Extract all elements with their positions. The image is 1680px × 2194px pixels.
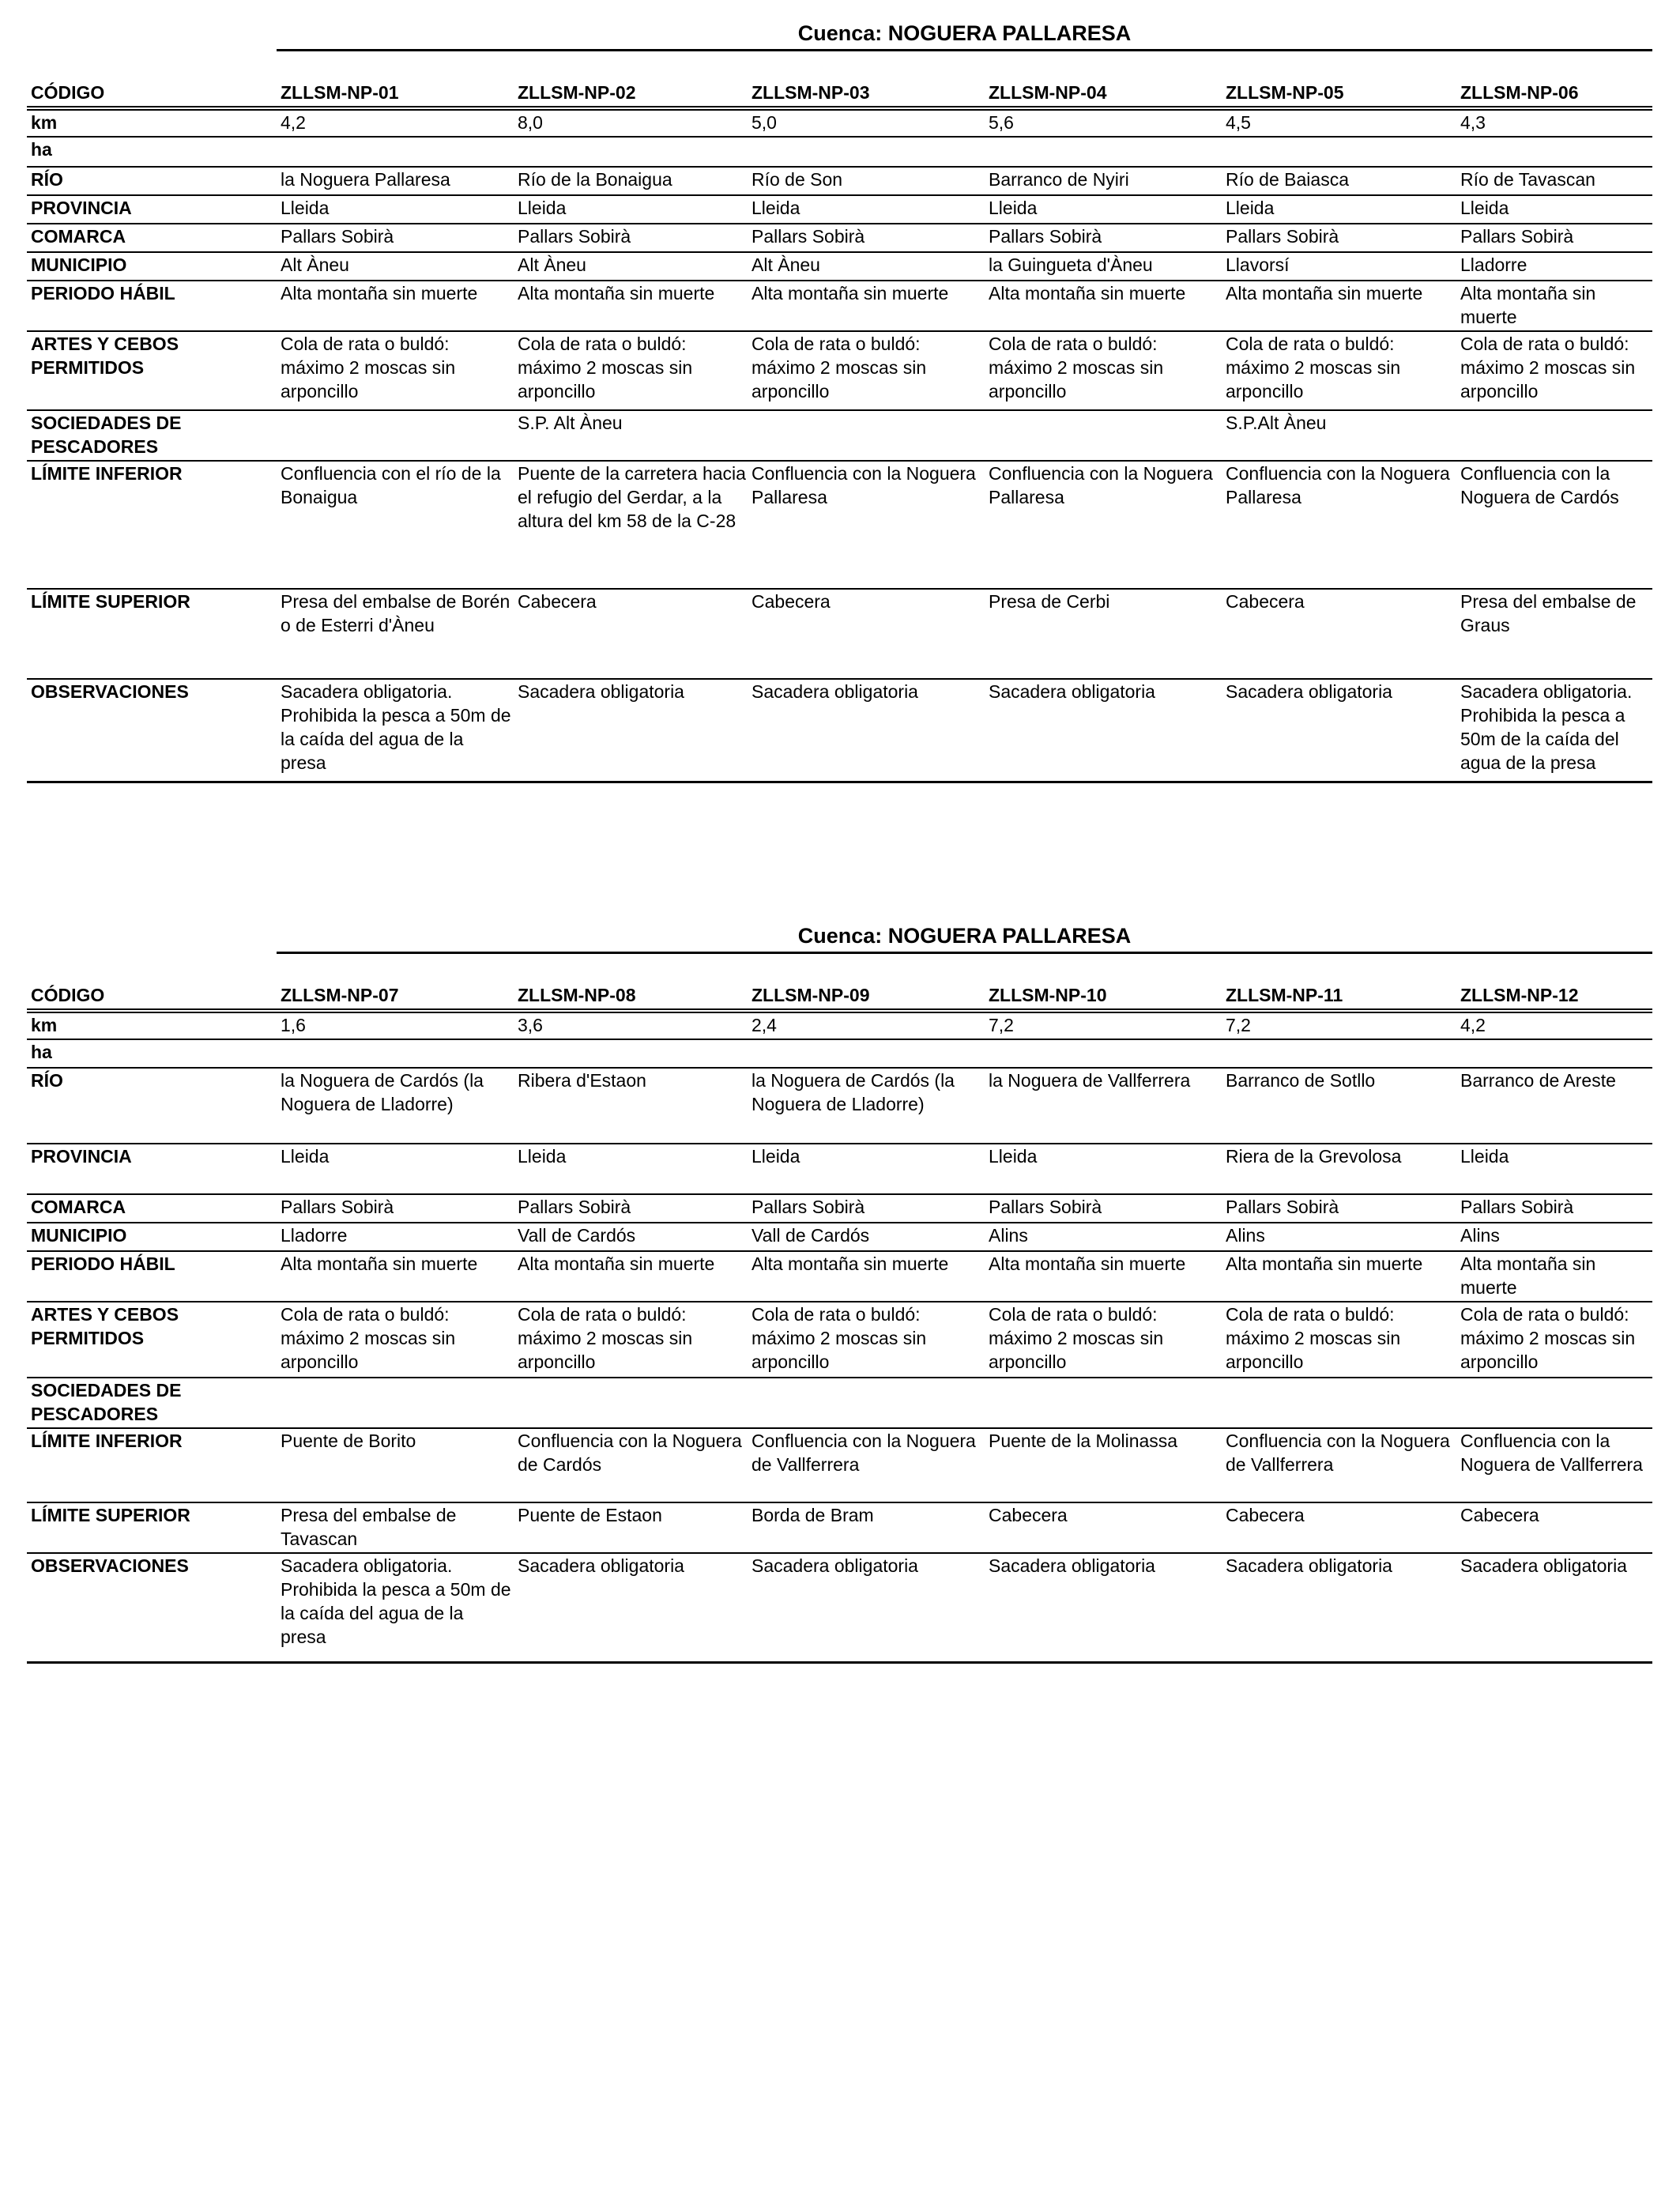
table-cell: Cola de rata o buldó: máximo 2 moscas sin arponcillo [281,1304,456,1372]
table-row-comarca [27,224,1652,252]
table-cell: Cola de rata o buldó: máximo 2 moscas sin arponcillo [518,1304,693,1372]
table-cell: Cabecera [1226,591,1305,612]
table-cell: Sacadera obligatoria [751,681,918,702]
table-cell: Lleida [281,198,330,218]
table-cell: Sacadera obligatoria. Prohibida la pesca a 50m de la caída del agua de la presa [281,681,511,773]
table-cell: Alt Àneu [751,254,820,275]
table-cell: Puente de Borito [281,1431,416,1451]
table-cell: Cola de rata o buldó: máximo 2 moscas sin arponcillo [1226,1304,1401,1372]
table-row-periodo [27,281,1652,331]
table-cell: Barranco de Sotllo [1226,1070,1376,1091]
row-label: CÓDIGO [31,985,105,1005]
table-cell: Confluencia con la Noguera Pallaresa [751,463,976,507]
table-cell [985,1378,1222,1428]
column-header-code: ZLLSM-NP-09 [751,985,870,1005]
table-cell: Alta montaña sin muerte [751,283,949,303]
table-cell: Pallars Sobirà [751,226,865,247]
table-cell: Alt Àneu [281,254,349,275]
table-cell: Río de Son [751,169,843,190]
table-row-comarca [27,1194,1652,1223]
table-cell: Lleida [751,1146,800,1167]
section-title: Cuenca: NOGUERA PALLARESA [277,17,1652,51]
table-cell: Alins [1226,1225,1265,1246]
table-cell: Alta montaña sin muerte [518,283,715,303]
table-cell: Cabecera [1460,1505,1539,1525]
table-cell: Lleida [518,198,567,218]
row-label: PERIODO HÁBIL [31,1253,175,1274]
table-row-municipio [27,1223,1652,1251]
table-cell [1222,1378,1456,1428]
table-cell: 4,2 [281,112,306,133]
table-cell: Sacadera obligatoria [1226,681,1392,702]
table-cell: la Noguera Pallaresa [281,169,450,190]
table-cell: Cabecera [989,1505,1068,1525]
table-cell: Puente de la Molinassa [989,1431,1178,1451]
table-cell: Pallars Sobirà [989,226,1102,247]
table-cell: 7,2 [1226,1015,1251,1035]
table-row-km [27,108,1652,137]
table-cell: Pallars Sobirà [1226,1197,1339,1217]
table-cell: Confluencia con la Noguera de Vallferrera [751,1431,976,1475]
table-cell: Confluencia con la Noguera de Cardós [518,1431,742,1475]
column-header-code: ZLLSM-NP-05 [1226,82,1344,103]
table-cell: Cola de rata o buldó: máximo 2 moscas sin arponcillo [281,334,456,401]
row-label: LÍMITE INFERIOR [31,463,183,484]
table-cell: Pallars Sobirà [518,226,631,247]
table-cell [1456,137,1652,167]
row-label: PROVINCIA [31,198,132,218]
table-cell: Alta montaña sin muerte [989,283,1186,303]
column-header-code: ZLLSM-NP-06 [1460,82,1579,103]
table-row-lim-sup [27,1502,1652,1553]
table-cell: Cabecera [518,591,597,612]
table-cell [1222,137,1456,167]
row-label: RÍO [31,1070,63,1091]
row-label: OBSERVACIONES [31,1555,189,1576]
row-label: ha [31,139,52,160]
table-cell: Lleida [989,198,1038,218]
table-cell: Alta montaña sin muerte [281,283,478,303]
table-row-observaciones [27,1553,1652,1662]
table-cell [985,410,1222,461]
table-cell: Puente de la carretera hacia el refugio del Gerdar, a la altura del km 58 de la C-28 [518,463,746,531]
table-cell: Sacadera obligatoria [751,1555,918,1576]
table-row-lim-inf [27,1428,1652,1502]
table-row-codigo [27,76,1652,108]
table-cell: Lleida [751,198,800,218]
table-cell: Lleida [1226,198,1275,218]
section-title: Cuenca: NOGUERA PALLARESA [277,920,1652,954]
table-cell: Pallars Sobirà [1226,226,1339,247]
table-cell: Vall de Cardós [751,1225,870,1246]
table-cell: Presa del embalse de Graus [1460,591,1637,635]
row-label: km [31,112,58,133]
table-cell: Pallars Sobirà [1460,226,1574,247]
table-cell: Cola de rata o buldó: máximo 2 moscas sin arponcillo [1226,334,1401,401]
table-cell [748,410,985,461]
table-row-rio [27,167,1652,195]
table-cell: Sacadera obligatoria. Prohibida la pesca a 50m de la caída del agua de la presa [281,1555,511,1647]
table-row-sociedades [27,410,1652,461]
table-cell: Pallars Sobirà [281,1197,394,1217]
table-cell: Alta montaña sin muerte [281,1253,478,1274]
table-cell: Pallars Sobirà [281,226,394,247]
table-cell: S.P. Alt Àneu [518,413,623,433]
table-cell: Lleida [518,1146,567,1167]
table-cell: Sacadera obligatoria [1460,1555,1627,1576]
table-cell [1456,410,1652,461]
table-cell: 5,0 [751,112,777,133]
table-cell: la Noguera de Vallferrera [989,1070,1191,1091]
table-cell: Alta montaña sin muerte [518,1253,715,1274]
table-cell: Ribera d'Estaon [518,1070,646,1091]
column-header-code: ZLLSM-NP-10 [989,985,1107,1005]
table-cell [277,1039,514,1068]
column-header-code: ZLLSM-NP-02 [518,82,636,103]
table-cell [748,1378,985,1428]
table-cell: Sacadera obligatoria [518,1555,684,1576]
table-cell: Lleida [989,1146,1038,1167]
table-row-sociedades [27,1378,1652,1428]
table-cell: Presa del embalse de Borén o de Esterri d'Àneu [281,591,510,635]
table-cell [985,1039,1222,1068]
table-cell [277,410,514,461]
table-row-km [27,1011,1652,1039]
column-header-code: ZLLSM-NP-11 [1226,985,1343,1005]
row-label: MUNICIPIO [31,1225,127,1246]
table-row-lim-sup [27,589,1652,679]
table-cell: Vall de Cardós [518,1225,636,1246]
row-label: LÍMITE INFERIOR [31,1431,183,1451]
table-cell: Sacadera obligatoria. Prohibida la pesca a 50m de la caída del agua de la presa [1460,681,1633,773]
table-cell: Río de Baiasca [1226,169,1349,190]
table-cell: 4,5 [1226,112,1251,133]
table-cell: Lleida [281,1146,330,1167]
row-label: PERIODO HÁBIL [31,283,175,303]
table-cell: Confluencia con la Noguera Pallaresa [989,463,1213,507]
table-cell: Presa del embalse de Tavascan [281,1505,457,1549]
row-label: ARTES Y CEBOS PERMITIDOS [31,334,179,378]
table-cell: Confluencia con la Noguera de Vallferrera [1460,1431,1643,1475]
table-cell: Alta montaña sin muerte [989,1253,1186,1274]
table-row-rio [27,1068,1652,1144]
table-cell: Alta montaña sin muerte [1226,1253,1423,1274]
table-cell: Río de la Bonaigua [518,169,672,190]
column-header-code: ZLLSM-NP-04 [989,82,1107,103]
row-label: ARTES Y CEBOS PERMITIDOS [31,1304,179,1348]
row-label: LÍMITE SUPERIOR [31,1505,190,1525]
row-label: OBSERVACIONES [31,681,189,702]
table-cell: Pallars Sobirà [989,1197,1102,1217]
row-label: LÍMITE SUPERIOR [31,591,190,612]
row-label: CÓDIGO [31,82,105,103]
table-cell: Alt Àneu [518,254,586,275]
row-label: PROVINCIA [31,1146,132,1167]
table-cell: Cola de rata o buldó: máximo 2 moscas sin arponcillo [751,1304,927,1372]
table-cell: Cabecera [1226,1505,1305,1525]
table-cell: Alta montaña sin muerte [751,1253,949,1274]
table-cell [277,137,514,167]
column-header-code: ZLLSM-NP-03 [751,82,870,103]
table-row-periodo [27,1251,1652,1302]
table-cell: Cabecera [751,591,831,612]
table-cell: la Guingueta d'Àneu [989,254,1153,275]
table-cell: Cola de rata o buldó: máximo 2 moscas sin arponcillo [518,334,693,401]
table-cell: Puente de Estaon [518,1505,662,1525]
fishing-zone-table [27,978,1652,1664]
table-cell [1456,1039,1652,1068]
column-header-code: ZLLSM-NP-08 [518,985,636,1005]
table-row-artes [27,1302,1652,1378]
table-cell: Cola de rata o buldó: máximo 2 moscas sin arponcillo [1460,334,1636,401]
table-cell: Sacadera obligatoria [518,681,684,702]
table-cell: 3,6 [518,1015,543,1035]
table-cell: Lladorre [1460,254,1527,275]
table-cell: Barranco de Areste [1460,1070,1616,1091]
table-cell: Alins [989,1225,1028,1246]
table-cell: Confluencia con la Noguera de Vallferrera [1226,1431,1450,1475]
table-row-lim-inf [27,461,1652,589]
row-label: km [31,1015,58,1035]
table-cell [1456,1378,1652,1428]
fishing-zone-table [27,76,1652,783]
table-cell: Llavorsí [1226,254,1290,275]
table-row-provincia [27,1144,1652,1194]
table-cell [277,1378,514,1428]
table-cell: 7,2 [989,1015,1014,1035]
table-cell: Cola de rata o buldó: máximo 2 moscas sin arponcillo [751,334,927,401]
table-cell: Pallars Sobirà [1460,1197,1574,1217]
table-cell: Confluencia con la Noguera de Cardós [1460,463,1619,507]
table-cell: Lleida [1460,198,1509,218]
table-row-artes [27,331,1652,410]
table-row-provincia [27,195,1652,224]
table-cell: Confluencia con el río de la Bonaigua [281,463,501,507]
table-cell: Lladorre [281,1225,348,1246]
table-cell: la Noguera de Cardós (la Noguera de Lladorre) [751,1070,955,1114]
row-label: RÍO [31,169,63,190]
table-row-municipio [27,252,1652,281]
table-cell: Sacadera obligatoria [989,681,1155,702]
row-label: COMARCA [31,226,126,247]
table-cell: Alta montaña sin muerte [1460,1253,1596,1298]
table-cell: Cola de rata o buldó: máximo 2 moscas sin arponcillo [989,1304,1164,1372]
table-cell: 4,3 [1460,112,1486,133]
table-row-ha [27,137,1652,167]
table-cell: Borda de Bram [751,1505,874,1525]
table-cell [748,137,985,167]
table-row-ha [27,1039,1652,1068]
table-cell: Pallars Sobirà [751,1197,865,1217]
table-cell: la Noguera de Cardós (la Noguera de Lladorre) [281,1070,484,1114]
column-header-code: ZLLSM-NP-07 [281,985,399,1005]
table-cell [1222,1039,1456,1068]
table-cell: Alta montaña sin muerte [1460,283,1596,327]
table-cell: 8,0 [518,112,543,133]
table-cell: Alta montaña sin muerte [1226,283,1423,303]
row-label: MUNICIPIO [31,254,127,275]
row-label: COMARCA [31,1197,126,1217]
table-cell [514,1378,748,1428]
table-cell [514,137,748,167]
table-cell: Sacadera obligatoria [989,1555,1155,1576]
row-label: SOCIEDADES DE PESCADORES [31,1380,182,1424]
table-cell: Río de Tavascan [1460,169,1595,190]
table-cell [985,137,1222,167]
table-cell: Lleida [1460,1146,1509,1167]
table-cell: Cola de rata o buldó: máximo 2 moscas sin arponcillo [1460,1304,1636,1372]
table-cell: Cola de rata o buldó: máximo 2 moscas sin arponcillo [989,334,1164,401]
table-cell [514,1039,748,1068]
table-cell: Sacadera obligatoria [1226,1555,1392,1576]
table-cell: Riera de la Grevolosa [1226,1146,1402,1167]
row-label: ha [31,1042,52,1062]
table-cell: 4,2 [1460,1015,1486,1035]
table-cell: Alins [1460,1225,1500,1246]
table-cell: Confluencia con la Noguera Pallaresa [1226,463,1450,507]
table-row-observaciones [27,679,1652,782]
table-cell: Presa de Cerbi [989,591,1110,612]
table-cell: 1,6 [281,1015,306,1035]
table-cell: Pallars Sobirà [518,1197,631,1217]
table-row-codigo [27,978,1652,1011]
table-cell: 5,6 [989,112,1014,133]
row-label: SOCIEDADES DE PESCADORES [31,413,182,457]
table-cell: 2,4 [751,1015,777,1035]
table-cell: S.P.Alt Àneu [1226,413,1327,433]
table-cell [748,1039,985,1068]
column-header-code: ZLLSM-NP-01 [281,82,399,103]
table-cell: Barranco de Nyiri [989,169,1129,190]
column-header-code: ZLLSM-NP-12 [1460,985,1579,1005]
